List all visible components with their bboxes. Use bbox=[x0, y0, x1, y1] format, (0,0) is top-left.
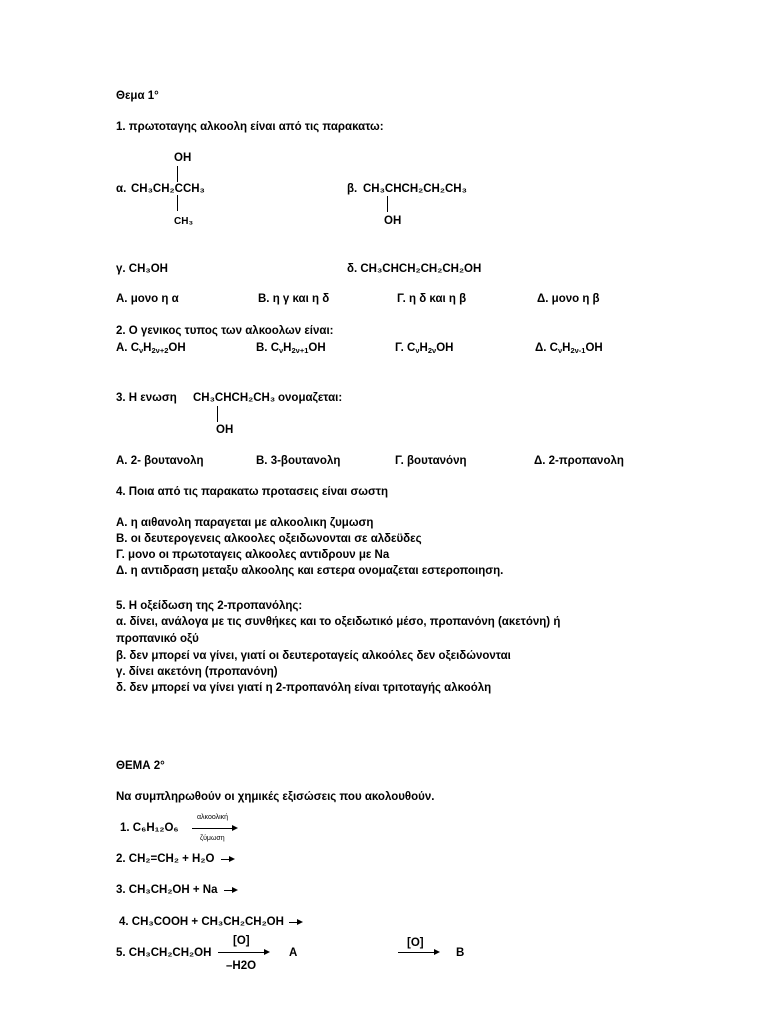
q1b-label: β. bbox=[347, 183, 358, 195]
q1b-oh: OH bbox=[384, 215, 402, 227]
q3-bond bbox=[217, 406, 218, 422]
eq2-text: 2. CH₂=CH₂ + H₂O bbox=[116, 853, 215, 865]
q1b-bond bbox=[387, 196, 388, 212]
eq5-text: 5. CH₃CH₂CH₂OH bbox=[116, 947, 212, 959]
q3-text-pre: 3. Η ενωση bbox=[116, 392, 177, 404]
q1a-bond-top bbox=[177, 166, 178, 182]
eq1-below-label: ζύμωση bbox=[200, 835, 225, 842]
q1-option-d: Δ. μονο η β bbox=[537, 293, 600, 305]
q2-option-d: Δ. $C_\nu H_{2\nu-1}OH$ bbox=[535, 342, 603, 355]
q5-line-a-cont: προπανικό οξύ bbox=[116, 633, 199, 645]
q2-option-c: Γ. $C_\nu H_{2\nu}OH$ bbox=[395, 342, 454, 355]
eq5-below1: –H2O bbox=[226, 960, 257, 972]
theme2-title: ΘΕΜΑ 2° bbox=[116, 760, 165, 772]
eq5-product-b: Β bbox=[456, 947, 465, 959]
q4-option-a: Α. η αιθανολη παραγεται με αλκοολικη ζυμωση bbox=[116, 517, 374, 529]
q5-text: 5. Η οξείδωση της 2-προπανόλης: bbox=[116, 600, 303, 612]
eq1-text: 1. C₆H₁₂O₆ bbox=[120, 822, 179, 834]
q1b-formula: CH₃CHCH₂CH₂CH₃ bbox=[363, 183, 467, 195]
eq1-arrow bbox=[192, 828, 232, 829]
q1a-label: α. bbox=[116, 183, 127, 195]
q5-line-c: γ. δίνει ακετόνη (προπανόνη) bbox=[116, 666, 278, 678]
q4-option-d: Δ. η αντιδραση μεταξυ αλκοολης και εστερα ονομαζεται εστεροποιηση. bbox=[116, 565, 504, 577]
q2-text: 2. Ο γενικος τυπος των αλκοολων είναι: bbox=[116, 325, 334, 337]
eq1-above-label: αλκοολική bbox=[197, 814, 229, 821]
q1-option-b: Β. η γ και η δ bbox=[258, 293, 330, 305]
q3-option-a: Α. 2- βουτανολη bbox=[116, 455, 204, 467]
q1-option-c: Γ. η δ και η β bbox=[397, 293, 467, 305]
q3-option-b: Β. 3-βουτανολη bbox=[256, 455, 341, 467]
q1a-formula: CH₃CH₂CCH₃ bbox=[131, 183, 205, 195]
q4-option-b: Β. οι δευτερογενεις αλκοολες οξειδωνονται σε αλδεϋδες bbox=[116, 533, 422, 545]
eq5-arrow1 bbox=[218, 952, 264, 953]
eq3-text: 3. CH₃CH₂OH + Na bbox=[116, 884, 218, 896]
q4-text: 4. Ποια από τις παρακατω προτασεις είναι σωστη bbox=[116, 486, 389, 498]
q3-option-d: Δ. 2-προπανολη bbox=[534, 455, 624, 467]
eq3-arrow bbox=[224, 890, 232, 891]
q1a-oh: OH bbox=[174, 152, 192, 164]
q5-line-d: δ. δεν μπορεί να γίνει γιατί η 2-προπανόλη είναι τριτοταγής αλκοόλη bbox=[116, 682, 492, 694]
q1a-bond-bottom bbox=[177, 195, 178, 211]
q1a-ch3: CH₃ bbox=[174, 216, 194, 227]
eq5-above1: [O] bbox=[233, 935, 250, 947]
q1g-formula: γ. CH₃OH bbox=[116, 263, 168, 275]
q3-text-post: ονομαζεται: bbox=[278, 392, 343, 404]
eq4-text: 4. CH₃COOH + CH₃CH₂CH₂OH bbox=[119, 916, 284, 928]
q3-oh: OH bbox=[216, 424, 234, 436]
q1-text: 1. πρωτοταγης αλκοολη είναι από τις παρακατω: bbox=[116, 121, 384, 133]
q3-option-c: Γ. βουτανόνη bbox=[395, 455, 467, 467]
eq4-arrow bbox=[289, 922, 297, 923]
q2-option-b: Β. $C_\nu H_{2\nu+1}OH$ bbox=[256, 342, 326, 355]
theme1-title: Θεμα 1° bbox=[116, 90, 159, 102]
eq5-arrow2 bbox=[398, 952, 434, 953]
eq5-product-a: Α bbox=[289, 947, 298, 959]
q5-line-b: β. δεν μπορεί να γίνει, γιατί οι δευτεροταγείς αλκοόλες δεν οξειδώνονται bbox=[116, 650, 511, 662]
theme2-intro: Να συμπληρωθούν οι χημικές εξισώσεις που ακολουθούν. bbox=[116, 791, 435, 803]
q3-formula: CH₃CHCH₂CH₃ bbox=[193, 392, 276, 404]
q1-option-a: Α. μονο η α bbox=[116, 293, 179, 305]
q1d-formula: δ. CH₃CHCH₂CH₂CH₂OH bbox=[347, 263, 482, 275]
q5-line-a: α. δίνει, ανάλογα με τις συνθήκες και το οξειδωτικό μέσο, προπανόνη (ακετόνη) ή bbox=[116, 616, 561, 628]
eq5-above2: [O] bbox=[407, 937, 424, 949]
eq2-arrow bbox=[221, 859, 229, 860]
q4-option-c: Γ. μονο οι πρωτοταγεις αλκοολες αντιδρουν με Na bbox=[116, 549, 390, 561]
q2-option-a: Α. $C_\nu H_{2\nu+2}OH$ bbox=[116, 342, 186, 355]
